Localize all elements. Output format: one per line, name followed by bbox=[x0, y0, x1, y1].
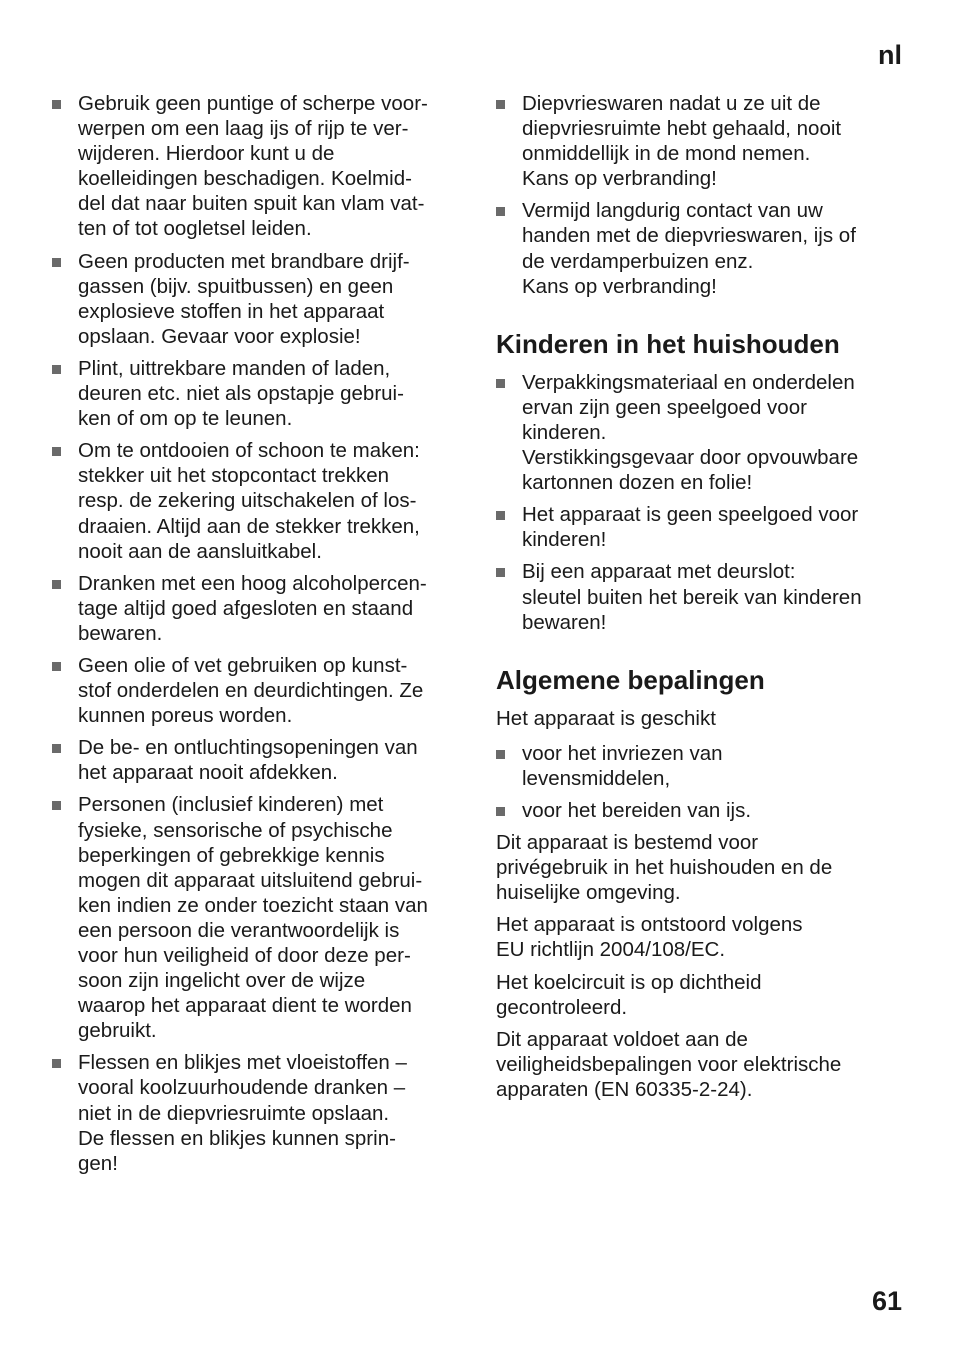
paragraph bbox=[496, 1027, 906, 1102]
list-item bbox=[52, 571, 467, 646]
right-column bbox=[496, 91, 906, 1109]
general-paragraphs bbox=[496, 830, 906, 1102]
text-line: soon zijn ingelicht over de wijze bbox=[78, 969, 366, 993]
text-line: voor het invriezen van bbox=[522, 741, 723, 765]
square-bullet-icon bbox=[496, 750, 505, 759]
text-line: Kans op verbranding! bbox=[522, 167, 717, 191]
list-item bbox=[496, 559, 906, 634]
text-line: deuren etc. niet als opstapje gebrui- bbox=[78, 382, 404, 406]
text-line: kartonnen dozen en folie! bbox=[522, 471, 753, 495]
text-line: werpen om een laag ijs of rijp te ver- bbox=[78, 117, 409, 141]
text-line: kinderen! bbox=[522, 528, 607, 552]
text-line: Geen producten met brandbare drijf- bbox=[78, 249, 410, 273]
text-line: fysieke, sensorische of psychische bbox=[78, 818, 393, 842]
list-item bbox=[496, 798, 906, 823]
text-line: sleutel buiten het bereik van kinderen bbox=[522, 585, 862, 609]
square-bullet-icon bbox=[52, 580, 61, 589]
text-line: Het apparaat is ontstoord volgens bbox=[496, 913, 803, 937]
text-line: explosieve stoffen in het apparaat bbox=[78, 299, 385, 323]
square-bullet-icon bbox=[52, 1059, 61, 1068]
text-line: het apparaat nooit afdekken. bbox=[78, 761, 338, 785]
text-line: nooit aan de aansluitkabel. bbox=[78, 539, 322, 563]
text-line: Het koelcircuit is op dichtheid bbox=[496, 970, 762, 994]
text-line: opslaan. Gevaar voor explosie! bbox=[78, 324, 361, 348]
text-line: del dat naar buiten spuit kan vlam vat- bbox=[78, 192, 425, 216]
list-item bbox=[496, 91, 906, 191]
text-line: apparaten (EN 60335-2-24). bbox=[496, 1077, 753, 1101]
text-line: beperkingen of gebrekkige kennis bbox=[78, 843, 385, 867]
list-item bbox=[52, 735, 467, 785]
paragraph bbox=[496, 970, 906, 1020]
text-line: Kans op verbranding! bbox=[522, 274, 717, 298]
language-tag: nl bbox=[878, 40, 902, 70]
text-line: Dit apparaat is bestemd voor bbox=[496, 831, 759, 855]
text-line: Diepvrieswaren nadat u ze uit de bbox=[522, 92, 821, 115]
text-line: De flessen en blikjes kunnen sprin- bbox=[78, 1126, 396, 1150]
text-line: ken of om op te leunen. bbox=[78, 407, 293, 431]
text-line: stof onderdelen en deurdichtingen. Ze bbox=[78, 679, 424, 703]
text-line: vooral koolzuurhoudende dranken – bbox=[78, 1076, 406, 1100]
square-bullet-icon bbox=[52, 744, 61, 753]
text-line: draaien. Altijd aan de stekker trekken, bbox=[78, 514, 420, 538]
text-line: resp. de zekering uitschakelen of los- bbox=[78, 489, 417, 513]
text-line: EU richtlijn 2004/108/EC. bbox=[496, 938, 726, 962]
list-item bbox=[52, 653, 467, 728]
general-list bbox=[496, 741, 906, 823]
general-intro: Het apparaat is geschikt bbox=[496, 706, 716, 730]
square-bullet-icon bbox=[496, 207, 505, 216]
text-line: Gebruik geen puntige of scherpe voor- bbox=[78, 92, 428, 115]
square-bullet-icon bbox=[496, 379, 505, 388]
text-line: Geen olie of vet gebruiken op kunst- bbox=[78, 653, 408, 677]
safety-list-left bbox=[52, 91, 467, 1176]
page-number: 61 bbox=[871, 1286, 902, 1316]
text-line: een persoon die verantwoordelijk is bbox=[78, 918, 400, 942]
square-bullet-icon bbox=[496, 100, 505, 109]
text-line: huiselijke omgeving. bbox=[496, 881, 681, 905]
text-line: mogen dit apparaat uitsluitend gebrui- bbox=[78, 868, 423, 892]
text-line: handen met de diepvrieswaren, ijs of bbox=[522, 224, 856, 248]
list-item bbox=[496, 741, 906, 791]
square-bullet-icon bbox=[52, 447, 61, 456]
text-line: Om te ontdooien of schoon te maken: bbox=[78, 439, 420, 463]
text-line: gecontroleerd. bbox=[496, 995, 628, 1019]
list-item bbox=[52, 356, 467, 431]
text-line: Flessen en blikjes met vloeistoffen – bbox=[78, 1051, 407, 1075]
text-line: Dranken met een hoog alcoholpercen- bbox=[78, 571, 427, 595]
list-item bbox=[52, 792, 467, 1043]
text-line: Plint, uittrekbare manden of laden, bbox=[78, 356, 391, 380]
text-line: Dit apparaat voldoet aan de bbox=[496, 1027, 748, 1051]
children-list bbox=[496, 370, 906, 635]
text-line: ten of tot oogletsel leiden. bbox=[78, 217, 312, 241]
text-line: kinderen. bbox=[522, 420, 607, 444]
paragraph bbox=[496, 912, 906, 962]
text-line: Het apparaat is geen speelgoed voor bbox=[522, 503, 859, 527]
text-line: bewaren! bbox=[522, 610, 607, 634]
children-heading: Kinderen in het huishouden bbox=[496, 328, 840, 359]
square-bullet-icon bbox=[52, 662, 61, 671]
text-line: gassen (bijv. spuitbussen) en geen bbox=[78, 274, 394, 298]
list-item bbox=[496, 370, 906, 495]
text-line: De be- en ontluchtingsopeningen van bbox=[78, 736, 418, 760]
text-line: bewaren. bbox=[78, 621, 163, 645]
safety-list-right bbox=[496, 91, 906, 299]
text-line: ken indien ze onder toezicht staan van bbox=[78, 893, 428, 917]
text-line: voor hun veiligheid of door deze per- bbox=[78, 944, 411, 967]
square-bullet-icon bbox=[496, 568, 505, 577]
square-bullet-icon bbox=[52, 365, 61, 374]
text-line: gen! bbox=[78, 1151, 118, 1175]
list-item bbox=[52, 249, 467, 349]
text-line: veiligheidsbepalingen voor elektrische bbox=[496, 1052, 842, 1076]
text-line: voor het bereiden van ijs. bbox=[522, 798, 752, 822]
text-line: privégebruik in het huishouden en de bbox=[496, 856, 833, 880]
text-line: ervan zijn geen speelgoed voor bbox=[522, 395, 807, 419]
list-item bbox=[496, 502, 906, 552]
text-line: niet in de diepvriesruimte opslaan. bbox=[78, 1101, 390, 1125]
text-line: Bij een apparaat met deurslot: bbox=[522, 560, 796, 584]
list-item bbox=[496, 198, 906, 298]
text-line: Personen (inclusief kinderen) met bbox=[78, 793, 384, 817]
text-line: stekker uit het stopcontact trekken bbox=[78, 464, 390, 488]
text-line: waarop het apparaat dient te worden bbox=[78, 994, 412, 1018]
text-line: gebruikt. bbox=[78, 1019, 157, 1043]
text-line: Vermijd langdurig contact van uw bbox=[522, 199, 823, 223]
square-bullet-icon bbox=[496, 511, 505, 520]
text-line: kunnen poreus worden. bbox=[78, 704, 293, 728]
paragraph bbox=[496, 830, 906, 905]
text-line: tage altijd goed afgesloten en staand bbox=[78, 596, 414, 620]
text-line: levensmiddelen, bbox=[522, 766, 671, 790]
left-column bbox=[52, 91, 467, 1183]
text-line: Verstikkingsgevaar door opvouwbare bbox=[522, 446, 859, 470]
list-item bbox=[52, 91, 467, 242]
text-line: Verpakkingsmateriaal en onderdelen bbox=[522, 370, 855, 394]
text-line: diepvriesruimte hebt gehaald, nooit bbox=[522, 117, 842, 141]
square-bullet-icon bbox=[496, 807, 505, 816]
text-line: de verdamperbuizen enz. bbox=[522, 249, 754, 273]
square-bullet-icon bbox=[52, 801, 61, 810]
text-line: onmiddellijk in de mond nemen. bbox=[522, 142, 811, 166]
list-item bbox=[52, 1050, 467, 1175]
square-bullet-icon bbox=[52, 100, 61, 109]
text-line: wijderen. Hierdoor kunt u de bbox=[78, 142, 335, 166]
text-line: koelleidingen beschadigen. Koelmid- bbox=[78, 167, 412, 191]
general-heading: Algemene bepalingen bbox=[496, 664, 765, 695]
square-bullet-icon bbox=[52, 258, 61, 267]
list-item bbox=[52, 438, 467, 563]
